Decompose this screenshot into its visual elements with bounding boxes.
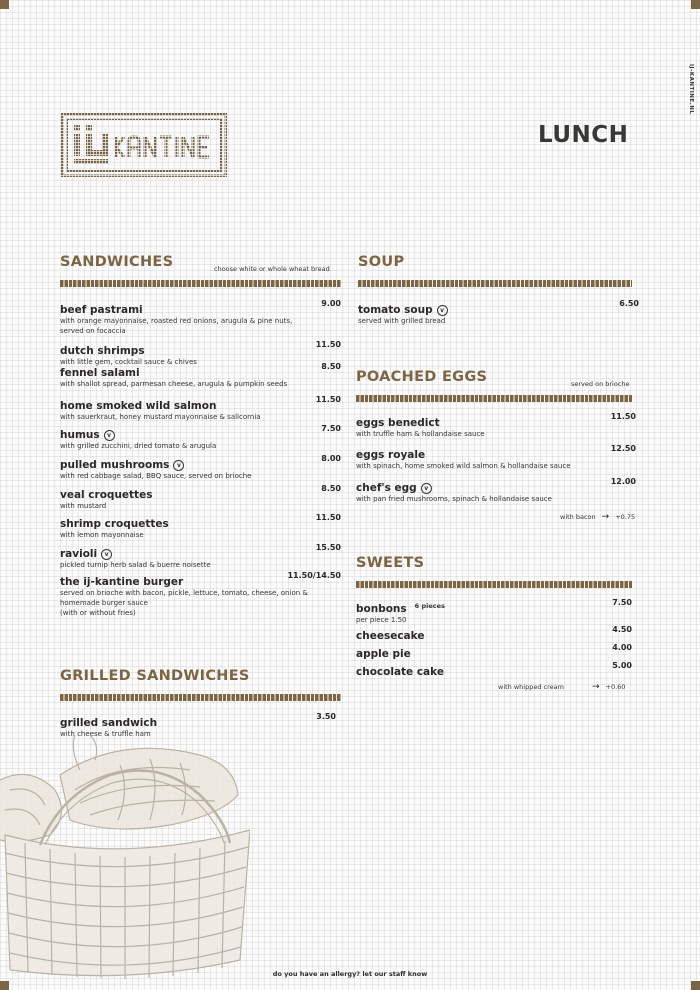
item-price: 15.50 <box>315 543 341 552</box>
item-price: 11.50 <box>315 340 341 349</box>
sweets-section <box>356 555 632 692</box>
arrow-right-icon: → <box>591 682 600 692</box>
item-price: 4.50 <box>612 625 632 634</box>
vegetarian-icon: v <box>101 549 112 560</box>
item-name: cheesecake <box>356 630 425 642</box>
extra-price: +0.75 <box>615 513 636 521</box>
item-price: 11.50 <box>315 395 341 404</box>
menu-item <box>60 570 341 620</box>
item-price: 7.50 <box>612 598 632 607</box>
bacon-extra <box>560 512 635 522</box>
item-name: shrimp croquettes <box>60 518 169 530</box>
item-description: with pan fried mushrooms, spinach & hollandaise sauce <box>356 495 552 503</box>
item-description: with cheese & truffle ham <box>60 730 151 738</box>
vegetarian-icon: v <box>173 460 184 471</box>
corner-mark-bottom-left <box>0 981 9 990</box>
item-name: tomato soup <box>358 304 433 316</box>
menu-item <box>356 597 632 624</box>
menu-item <box>358 298 639 327</box>
item-price: 11.50 <box>610 412 636 421</box>
item-description: with little gem, cocktail sauce & chives <box>60 358 197 366</box>
item-name: eggs benedict <box>356 417 440 429</box>
item-name: humus <box>60 429 100 441</box>
item-description: served on brioche with bacon, pickle, lettuce, tomato, cheese, onion & homemade burger sauce (with or without fries) <box>60 589 308 617</box>
item-price: 9.00 <box>321 299 341 308</box>
menu-item <box>60 512 341 542</box>
item-price: 11.50/14.50 <box>287 571 341 580</box>
section-divider <box>60 280 341 287</box>
menu-item <box>356 660 632 678</box>
item-price: 12.00 <box>610 477 636 486</box>
item-price: 8.00 <box>321 454 341 463</box>
menu-item <box>60 298 341 339</box>
item-description: served with grilled bread <box>358 317 446 325</box>
served-on-brioche-note: served on brioche <box>571 380 630 388</box>
section-divider <box>358 280 632 287</box>
item-description: with red cabbage salad, BBQ sauce, served on brioche <box>60 472 252 480</box>
vegetarian-icon: v <box>104 430 115 441</box>
section-divider <box>356 581 632 588</box>
arrow-right-icon: → <box>601 512 610 522</box>
menu-item <box>356 443 636 476</box>
sandwiches-section <box>60 254 341 620</box>
item-description: with lemon mayonnaise <box>60 531 144 539</box>
corner-mark-top-left <box>0 0 9 9</box>
menu-item <box>60 394 341 423</box>
item-description: with orange mayonnaise, roasted red onions, arugula & pine nuts, served on focaccia <box>60 317 293 335</box>
extra-label: with bacon <box>560 513 596 521</box>
item-description: with mustard <box>60 502 107 510</box>
grilled-sandwiches-section <box>60 668 341 740</box>
item-name: grilled sandwich <box>60 717 158 729</box>
item-name: veal croquettes <box>60 489 153 501</box>
extra-label: with whipped cream <box>498 683 564 691</box>
item-name: chocolate cake <box>356 666 444 678</box>
item-name: bonbons <box>356 603 407 615</box>
corner-mark-bottom-right <box>691 981 700 990</box>
menu-item <box>60 483 341 512</box>
extra-price: +0.60 <box>605 683 626 691</box>
menu-item <box>60 542 341 570</box>
menu-item <box>60 423 341 453</box>
section-title-poached-eggs: POACHED EGGS <box>356 369 488 385</box>
section-divider <box>60 694 341 701</box>
item-price: 4.00 <box>612 643 632 652</box>
vegetarian-icon: v <box>437 305 448 316</box>
item-description: with shallot spread, parmesan cheese, arugula & pumpkin seeds <box>60 380 288 388</box>
item-description: pickled turnip herb salad & buerre noisette <box>60 561 211 569</box>
vegetarian-icon: v <box>421 483 432 494</box>
soup-section <box>358 254 639 327</box>
item-name: dutch shrimps <box>60 345 145 357</box>
item-name: pulled mushrooms <box>60 459 170 471</box>
website-url: IJ-KANTINE.NL <box>688 64 694 115</box>
item-description: with grilled zucchini, dried tomato & arugula <box>60 442 217 450</box>
item-price: 11.50 <box>315 513 341 522</box>
item-price: 12.50 <box>610 444 636 453</box>
page-title: LUNCH <box>538 122 629 148</box>
section-title-soup: SOUP <box>358 254 405 270</box>
item-name: home smoked wild salmon <box>60 400 217 412</box>
menu-item <box>60 339 341 366</box>
section-divider <box>356 395 632 402</box>
item-price: 6.50 <box>619 299 639 308</box>
item-name: chef's egg <box>356 482 417 494</box>
menu-item <box>356 642 632 660</box>
section-title-sandwiches: SANDWICHES <box>60 254 174 270</box>
bread-choice-note: choose white or whole wheat bread <box>214 265 330 273</box>
menu-item <box>356 476 636 504</box>
whipped-cream-extra <box>498 682 625 692</box>
item-name: ravioli <box>60 548 98 560</box>
item-price: 5.00 <box>612 661 632 670</box>
item-description: with sauerkraut, honey mustard mayonnaise & salicornia <box>60 413 261 421</box>
section-title-grilled-sandwiches: GRILLED SANDWICHES <box>60 668 250 684</box>
corner-mark-top-right <box>691 0 700 9</box>
item-price: 3.50 <box>316 712 336 721</box>
item-price: 7.50 <box>321 424 341 433</box>
item-description: with truffle ham & hollandaise sauce <box>356 430 485 438</box>
ij-kantine-logo <box>61 113 227 177</box>
section-title-sweets: SWEETS <box>356 555 425 571</box>
item-quantity-note: 6 pieces <box>414 602 445 610</box>
menu-item <box>60 361 341 394</box>
menu-item <box>356 411 636 443</box>
item-description: with spinach, home smoked wild salmon & hollandaise sauce <box>356 462 571 470</box>
item-price: 8.50 <box>321 362 341 371</box>
poached-eggs-section <box>356 369 636 522</box>
item-name: apple pie <box>356 648 411 660</box>
item-name: the ij-kantine burger <box>60 576 184 588</box>
item-name: eggs royale <box>356 449 426 461</box>
menu-item <box>60 453 341 483</box>
item-name: beef pastrami <box>60 304 143 316</box>
item-name: fennel salami <box>60 367 140 379</box>
bread-basket-illustration <box>0 735 250 980</box>
item-description: per piece 1.50 <box>356 616 407 624</box>
allergy-note: do you have an allergy? let our staff know <box>272 970 428 978</box>
item-price: 8.50 <box>321 484 341 493</box>
menu-item <box>356 624 632 642</box>
